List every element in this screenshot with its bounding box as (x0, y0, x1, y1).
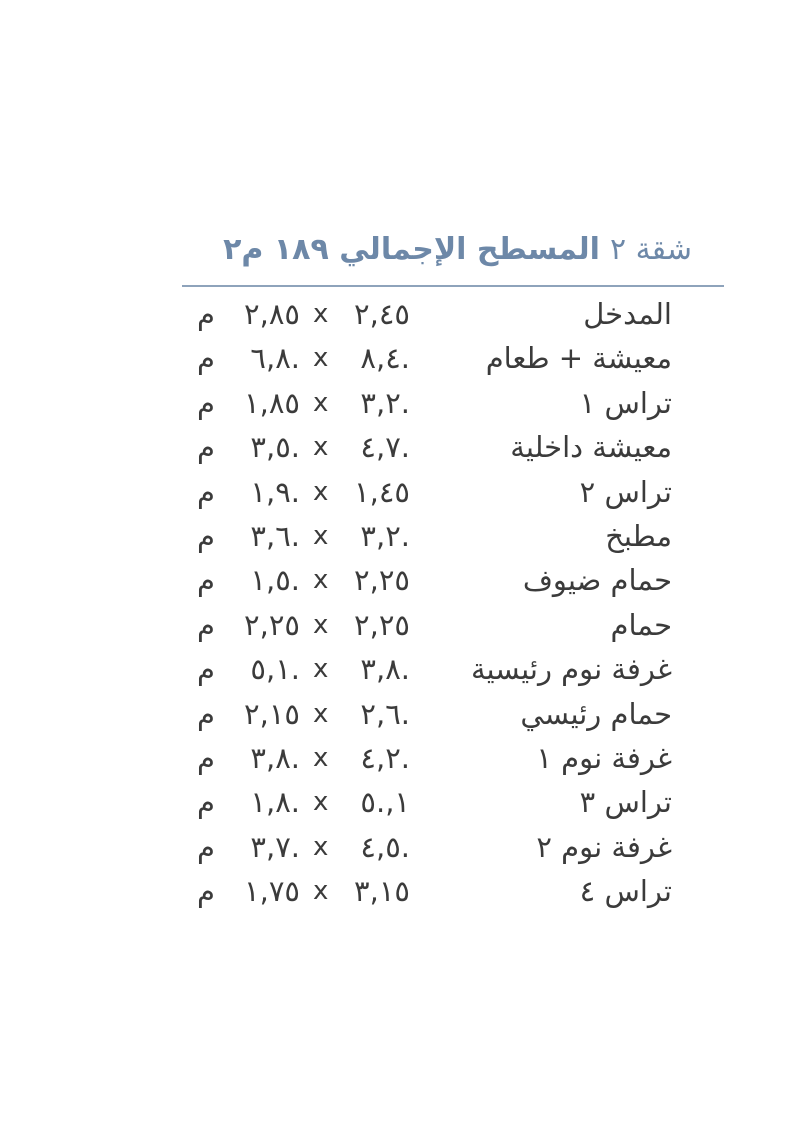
room-width: ٣,٧. (250, 829, 300, 864)
dimension-separator: x (313, 520, 329, 551)
room-name: تراس ١ (579, 385, 672, 420)
room-name: مطبخ (605, 518, 672, 553)
dimension-separator: x (313, 742, 329, 773)
unit-label: م (197, 785, 215, 820)
room-name: غرفة نوم رئيسية (470, 652, 672, 687)
room-row (0, 869, 800, 913)
dimension-separator: x (313, 476, 329, 507)
room-length: ٨,٤. (360, 341, 410, 376)
unit-label: م (197, 829, 215, 864)
room-length: ٤,٧. (360, 430, 410, 465)
room-length: ٢,٦. (360, 696, 410, 731)
room-width: ١,٨. (250, 785, 300, 820)
room-width: ٢,٨٥ (244, 297, 300, 331)
room-name: غرفة نوم ١ (536, 740, 672, 775)
room-length: ٣,٢. (360, 385, 410, 420)
room-row (0, 736, 800, 780)
room-name: تراس ٢ (579, 474, 672, 509)
room-row (0, 470, 800, 514)
unit-label: م (197, 696, 215, 731)
room-length: ٢,٢٥ (354, 563, 410, 598)
dimension-separator: x (313, 343, 329, 374)
dimension-separator: x (313, 787, 329, 818)
unit-label: م (197, 385, 215, 420)
unit-label: م (197, 874, 215, 909)
room-name: غرفة نوم ٢ (536, 829, 672, 864)
room-length: ٣,١٥ (354, 874, 410, 909)
dimension-separator: x (313, 876, 329, 907)
room-width: ١,٧٥ (244, 874, 300, 909)
room-width: ٣,٦. (250, 518, 300, 553)
room-length: ١,٤٥ (354, 474, 410, 509)
dimension-separator: x (313, 299, 329, 329)
unit-label: م (197, 607, 215, 642)
room-length: ٢,٢٥ (354, 607, 410, 642)
unit-label: م (197, 297, 215, 331)
total-area-title: المسطح الإجمالي ١٨٩ م٢ (223, 232, 600, 267)
room-width: ٣,٥. (250, 430, 300, 465)
room-row (0, 692, 800, 736)
room-name: تراس ٤ (579, 874, 672, 909)
room-length: ١,.٥ (360, 785, 410, 820)
room-row (0, 292, 800, 336)
room-width: ١,٨٥ (244, 385, 300, 420)
room-name: معيشة داخلية (510, 430, 672, 465)
apartment-label: شقة ٢ (609, 232, 692, 267)
room-width: ٣,٨. (250, 740, 300, 775)
room-name: المدخل (583, 297, 672, 331)
dimension-separator: x (313, 609, 329, 640)
dimension-separator: x (313, 831, 329, 862)
unit-label: م (197, 474, 215, 509)
unit-label: م (197, 563, 215, 598)
unit-label: م (197, 740, 215, 775)
room-width: ٦,٨. (250, 341, 300, 376)
apartment-header (180, 228, 692, 272)
dimension-separator: x (313, 698, 329, 729)
room-width: ١,٥. (250, 563, 300, 598)
dimension-separator: x (313, 432, 329, 463)
room-length: ٢,٤٥ (354, 297, 410, 331)
room-row (0, 425, 800, 469)
room-length: ٣,٨. (360, 652, 410, 687)
room-name: حمام (610, 607, 672, 642)
unit-label: م (197, 341, 215, 376)
unit-label: م (197, 430, 215, 465)
room-width: ٥,١. (250, 652, 300, 687)
room-width: ٢,١٥ (244, 696, 300, 731)
unit-label: م (197, 652, 215, 687)
room-row (0, 514, 800, 558)
header-divider (182, 285, 724, 287)
room-name: حمام ضيوف (522, 563, 672, 598)
room-width: ١,٩. (250, 474, 300, 509)
room-row (0, 558, 800, 602)
room-row (0, 336, 800, 380)
dimension-separator: x (313, 387, 329, 418)
room-name: معيشة + طعام (485, 341, 672, 376)
room-length: ٤,٥. (360, 829, 410, 864)
room-dimensions-list (0, 292, 800, 913)
room-width: ٢,٢٥ (244, 607, 300, 642)
room-length: ٣,٢. (360, 518, 410, 553)
room-row (0, 780, 800, 824)
room-row (0, 603, 800, 647)
room-row (0, 825, 800, 869)
dimension-separator: x (313, 565, 329, 596)
room-row (0, 647, 800, 691)
unit-label: م (197, 518, 215, 553)
room-name: تراس ٣ (579, 785, 672, 820)
dimension-separator: x (313, 654, 329, 685)
room-row (0, 381, 800, 425)
room-name: حمام رئيسي (520, 696, 672, 731)
room-length: ٤,٢. (360, 740, 410, 775)
